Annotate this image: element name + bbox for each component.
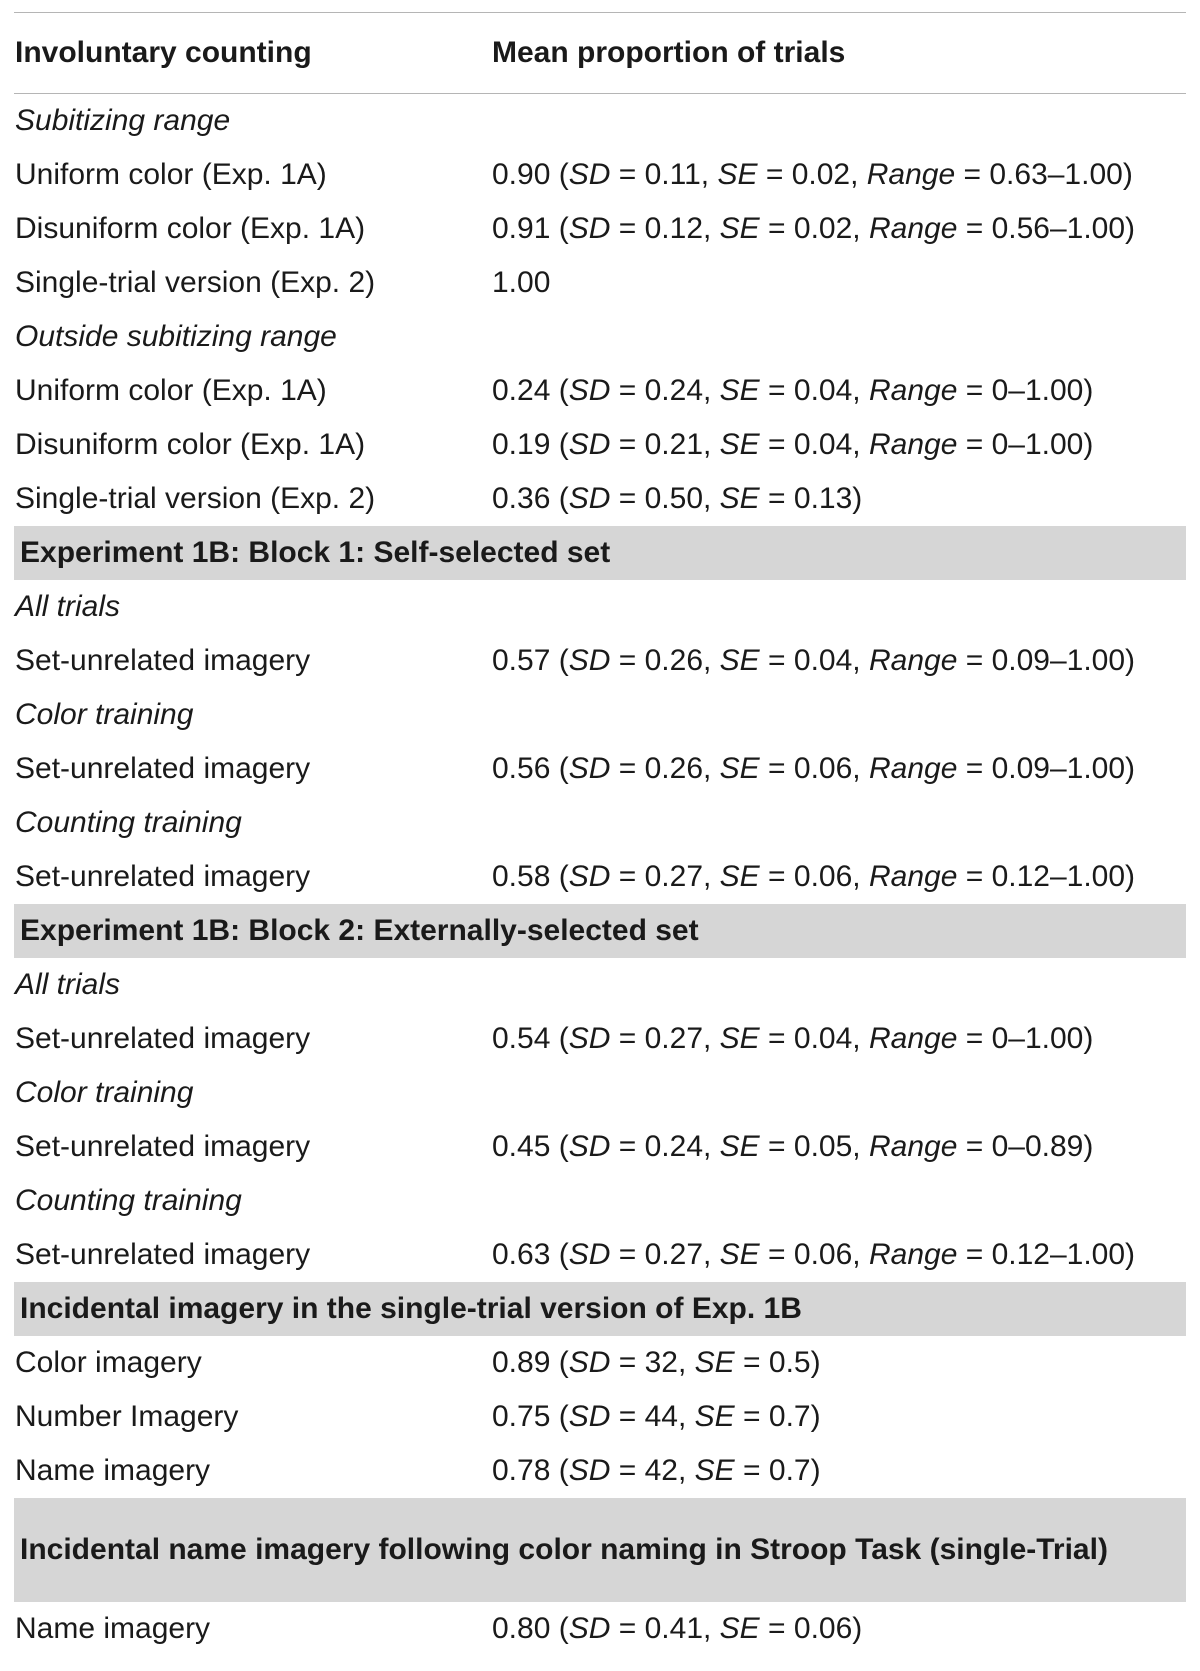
mean-value: 0.24 — [492, 374, 551, 407]
sd-label: SD — [568, 1346, 611, 1379]
mean-value: 0.80 — [492, 1612, 551, 1645]
table-row — [14, 148, 1186, 202]
subgroup-row — [14, 688, 1186, 742]
row-label: Set-unrelated imagery — [15, 644, 311, 677]
table-row — [14, 1602, 1186, 1656]
row-value: 0.45 (SD = 0.24, SE = 0.05, Range = 0–0.89) — [492, 1130, 1094, 1163]
mean-value: 0.63 — [492, 1238, 551, 1271]
se-value: 0.5 — [768, 1346, 811, 1379]
row-value: 0.78 (SD = 42, SE = 0.7) — [492, 1454, 821, 1487]
row-value — [492, 266, 1186, 300]
mean-value: 0.58 — [492, 860, 551, 893]
row-label: Set-unrelated imagery — [15, 1022, 311, 1055]
subgroup-row — [14, 580, 1186, 634]
section-header: Incidental imagery in the single-trial version of Exp. 1B — [14, 1282, 1186, 1336]
sd-value: 0.26 — [644, 752, 703, 785]
mean-value: 0.56 — [492, 752, 551, 785]
range-label: Range — [868, 644, 958, 677]
sd-value: 32 — [644, 1346, 678, 1379]
sd-label: SD — [568, 158, 611, 191]
row-label: Color imagery — [15, 1346, 202, 1379]
sd-value: 0.24 — [644, 1130, 703, 1163]
sd-label: SD — [568, 860, 611, 893]
range-value: 0.12–1.00 — [991, 860, 1126, 893]
sd-value: 0.12 — [644, 212, 703, 245]
sd-value: 0.26 — [644, 644, 703, 677]
sd-value: 0.41 — [644, 1612, 703, 1645]
sd-label: SD — [568, 482, 611, 515]
range-label: Range — [868, 860, 958, 893]
row-label: Single-trial version (Exp. 2) — [15, 482, 376, 515]
range-value: 0.12–1.00 — [991, 1238, 1126, 1271]
row-value: 0.57 (SD = 0.26, SE = 0.04, Range = 0.09–1.00) — [492, 644, 1136, 677]
mean-value: 0.91 — [492, 212, 551, 245]
row-label: Name imagery — [15, 1454, 211, 1487]
subgroup-label: Subitizing range — [15, 104, 231, 137]
sd-label: SD — [568, 1130, 611, 1163]
results-table — [14, 12, 1186, 1656]
table-row — [14, 364, 1186, 418]
se-value: 0.06 — [793, 1612, 853, 1645]
se-label: SE — [719, 1022, 760, 1055]
table-header — [14, 13, 1186, 93]
subgroup-row — [14, 310, 1186, 364]
row-label: Disuniform color (Exp. 1A) — [15, 212, 366, 245]
se-value: 0.05 — [793, 1130, 853, 1163]
range-value: 0–1.00 — [991, 428, 1084, 461]
sd-label: SD — [568, 428, 611, 461]
row-value: 0.58 (SD = 0.27, SE = 0.06, Range = 0.12–1.00) — [492, 860, 1136, 893]
table-row — [14, 634, 1186, 688]
row-label: Set-unrelated imagery — [15, 1238, 311, 1271]
row-value: 0.63 (SD = 0.27, SE = 0.06, Range = 0.12–1.00) — [492, 1238, 1136, 1271]
se-value: 0.04 — [793, 374, 853, 407]
sd-label: SD — [568, 752, 611, 785]
sd-value: 0.27 — [644, 860, 703, 893]
se-value: 0.02 — [793, 212, 853, 245]
sd-value: 0.11 — [644, 158, 701, 191]
table-row — [14, 1120, 1186, 1174]
range-label: Range — [866, 158, 956, 191]
row-value: 0.24 (SD = 0.24, SE = 0.04, Range = 0–1.00) — [492, 374, 1094, 407]
table-row — [14, 850, 1186, 904]
mean-value: 0.75 — [492, 1400, 551, 1433]
se-label: SE — [719, 482, 760, 515]
range-label: Range — [868, 374, 958, 407]
range-label: Range — [868, 1238, 958, 1271]
se-value: 0.06 — [793, 860, 853, 893]
se-label: SE — [694, 1346, 735, 1379]
se-value: 0.13 — [793, 482, 853, 515]
mean-value: 0.54 — [492, 1022, 551, 1055]
section-header: Incidental name imagery following color naming in Stroop Task (single-Trial) — [14, 1498, 1186, 1602]
table-row — [14, 1012, 1186, 1066]
row-label: Single-trial version (Exp. 2) — [15, 266, 376, 299]
row-label: Number Imagery — [15, 1400, 239, 1433]
range-value: 0.56–1.00 — [991, 212, 1126, 245]
sd-label: SD — [568, 1612, 611, 1645]
subgroup-label: All trials — [15, 590, 121, 623]
subgroup-row — [14, 958, 1186, 1012]
se-label: SE — [694, 1400, 735, 1433]
table-row — [14, 1444, 1186, 1498]
row-value: 0.75 (SD = 44, SE = 0.7) — [492, 1400, 821, 1433]
se-value: 0.06 — [793, 752, 853, 785]
se-label: SE — [719, 752, 760, 785]
subgroup-row — [14, 1174, 1186, 1228]
mean-value: 0.90 — [492, 158, 551, 191]
se-label: SE — [719, 644, 760, 677]
range-value: 0.09–1.00 — [991, 644, 1126, 677]
table-row — [14, 202, 1186, 256]
subgroup-label: Color training — [15, 1076, 194, 1109]
se-label: SE — [719, 1238, 760, 1271]
mean-value: 0.57 — [492, 644, 551, 677]
sd-label: SD — [568, 212, 611, 245]
mean-value: 0.78 — [492, 1454, 551, 1487]
row-label: Set-unrelated imagery — [15, 860, 311, 893]
subgroup-row — [14, 1066, 1186, 1120]
range-label: Range — [868, 212, 958, 245]
mean-value: 0.19 — [492, 428, 551, 461]
range-value: 0.09–1.00 — [991, 752, 1126, 785]
range-label: Range — [868, 752, 958, 785]
se-label: SE — [719, 1612, 760, 1645]
section-header: Experiment 1B: Block 1: Self-selected set — [14, 526, 1186, 580]
sd-label: SD — [568, 1400, 611, 1433]
row-value: 0.89 (SD = 32, SE = 0.5) — [492, 1346, 821, 1379]
se-value: 0.7 — [768, 1454, 811, 1487]
sd-value: 42 — [644, 1454, 678, 1487]
subgroup-label: Counting training — [15, 806, 242, 839]
row-label: Uniform color (Exp. 1A) — [15, 374, 327, 407]
subgroup-label: All trials — [15, 968, 121, 1001]
table-row — [14, 418, 1186, 472]
row-label: Set-unrelated imagery — [15, 1130, 311, 1163]
sd-value: 0.50 — [644, 482, 703, 515]
se-label: SE — [719, 860, 760, 893]
row-label: Name imagery — [15, 1612, 211, 1645]
se-label: SE — [719, 212, 760, 245]
sd-value: 0.24 — [644, 374, 703, 407]
range-value: 0–1.00 — [991, 1022, 1084, 1055]
sd-value: 0.27 — [644, 1238, 703, 1271]
row-label: Uniform color (Exp. 1A) — [15, 158, 327, 191]
se-label: SE — [719, 1130, 760, 1163]
se-value: 0.02 — [791, 158, 851, 191]
range-label: Range — [868, 1022, 958, 1055]
range-label: Range — [868, 1130, 958, 1163]
row-value: 0.36 (SD = 0.50, SE = 0.13) — [492, 482, 863, 515]
sd-value: 44 — [644, 1400, 678, 1433]
mean-value: 1.00 — [492, 266, 551, 299]
mean-value: 0.36 — [492, 482, 551, 515]
sd-value: 0.27 — [644, 1022, 703, 1055]
table-row — [14, 1228, 1186, 1282]
subgroup-label: Outside subitizing range — [15, 320, 337, 353]
row-value: 0.80 (SD = 0.41, SE = 0.06) — [492, 1612, 863, 1645]
mean-value: 0.89 — [492, 1346, 551, 1379]
row-value: 0.19 (SD = 0.21, SE = 0.04, Range = 0–1.00) — [492, 428, 1094, 461]
sd-label: SD — [568, 1454, 611, 1487]
se-value: 0.06 — [793, 1238, 853, 1271]
table-body — [14, 94, 1186, 1656]
table-row — [14, 472, 1186, 526]
sd-label: SD — [568, 374, 611, 407]
subgroup-row — [14, 796, 1186, 850]
se-value: 0.04 — [793, 1022, 853, 1055]
subgroup-row — [14, 94, 1186, 148]
se-value: 0.7 — [768, 1400, 811, 1433]
se-value: 0.04 — [793, 644, 853, 677]
row-value: 0.91 (SD = 0.12, SE = 0.02, Range = 0.56–1.00) — [492, 212, 1136, 245]
header-mean-proportion: Mean proportion of trials — [492, 36, 846, 69]
header-involuntary-counting: Involuntary counting — [15, 36, 312, 69]
row-label: Disuniform color (Exp. 1A) — [15, 428, 366, 461]
se-label: SE — [717, 158, 758, 191]
table-row — [14, 1390, 1186, 1444]
sd-label: SD — [568, 644, 611, 677]
row-value: 0.56 (SD = 0.26, SE = 0.06, Range = 0.09–1.00) — [492, 752, 1136, 785]
mean-value: 0.45 — [492, 1130, 551, 1163]
section-header: Experiment 1B: Block 2: Externally-selected set — [14, 904, 1186, 958]
table-row — [14, 1336, 1186, 1390]
row-value: 0.90 (SD = 0.11, SE = 0.02, Range = 0.63–1.00) — [492, 158, 1133, 191]
sd-label: SD — [568, 1022, 611, 1055]
range-label: Range — [868, 428, 958, 461]
range-value: 0–1.00 — [991, 374, 1084, 407]
se-label: SE — [719, 428, 760, 461]
subgroup-label: Color training — [15, 698, 194, 731]
row-label: Set-unrelated imagery — [15, 752, 311, 785]
subgroup-label: Counting training — [15, 1184, 242, 1217]
range-value: 0.63–1.00 — [989, 158, 1123, 191]
se-label: SE — [719, 374, 760, 407]
range-value: 0–0.89 — [991, 1130, 1084, 1163]
se-value: 0.04 — [793, 428, 853, 461]
sd-value: 0.21 — [644, 428, 703, 461]
row-value: 0.54 (SD = 0.27, SE = 0.04, Range = 0–1.00) — [492, 1022, 1094, 1055]
table-row — [14, 742, 1186, 796]
table-row — [14, 256, 1186, 310]
se-label: SE — [694, 1454, 735, 1487]
sd-label: SD — [568, 1238, 611, 1271]
